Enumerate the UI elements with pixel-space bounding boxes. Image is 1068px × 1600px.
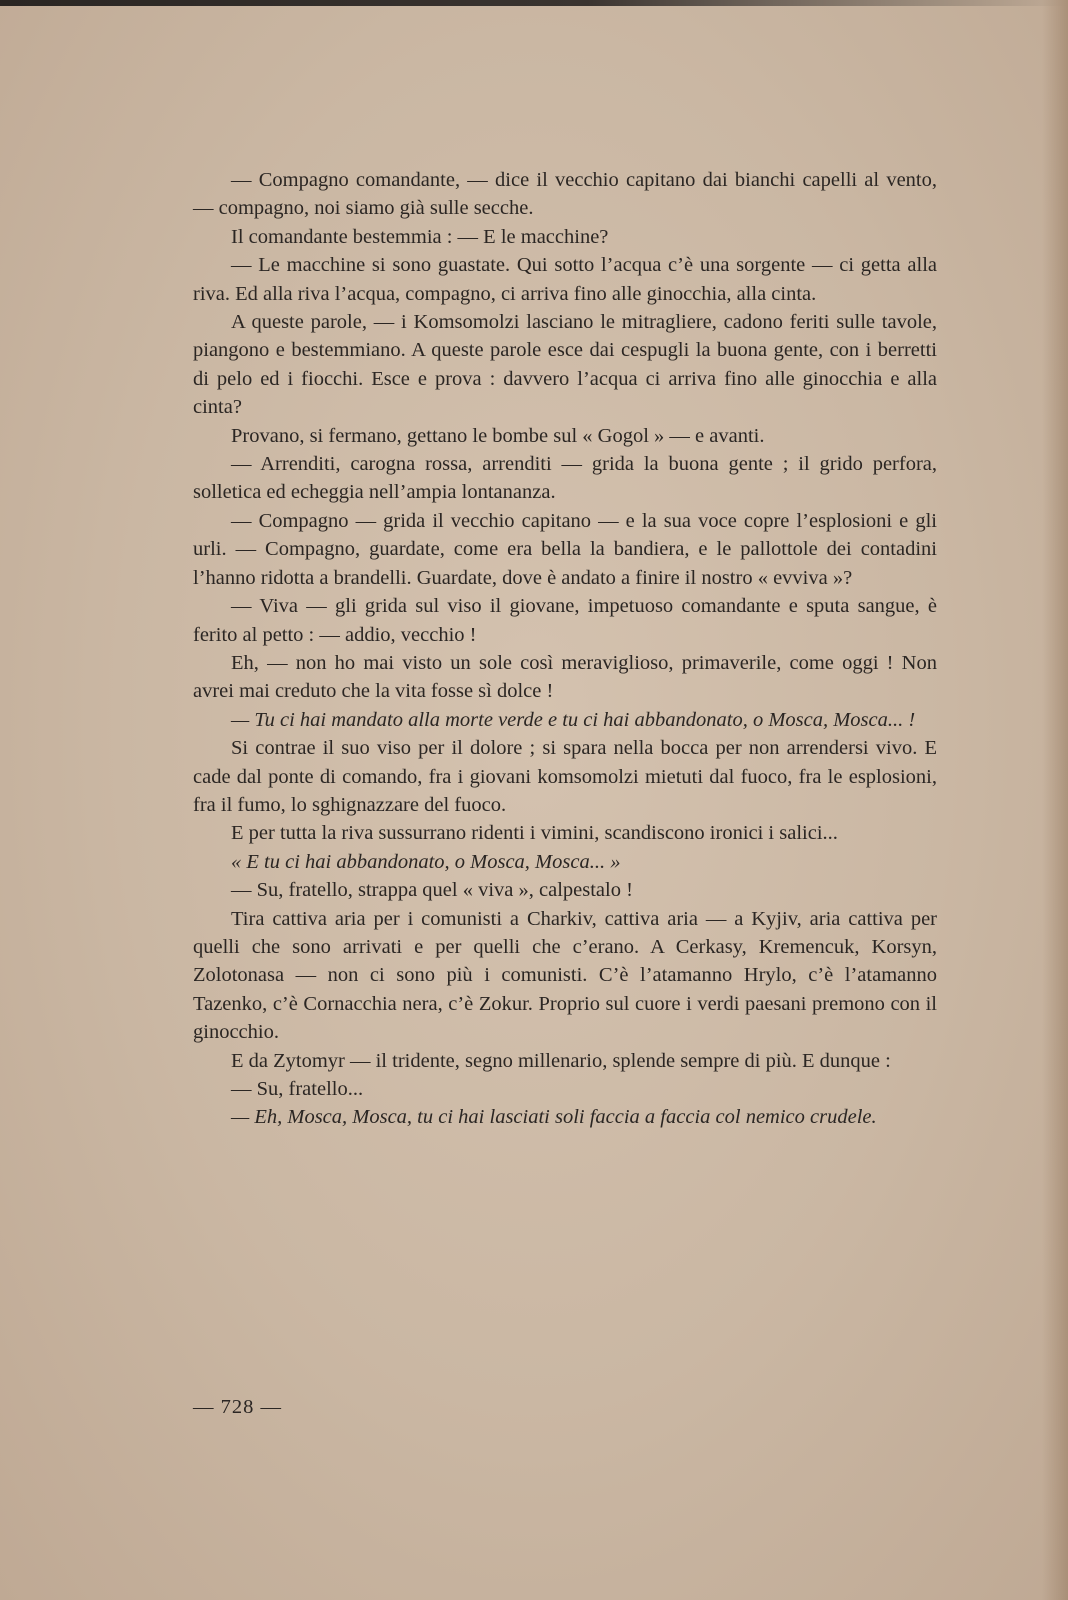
paragraph: — Su, fratello, strappa quel « viva », calpestalo ! [231,879,633,902]
paragraph: Tira cattiva aria per i comunisti a Charkiv, cattiva aria — a Kyjiv, aria cattiva per quelli che sono arrivati e per quelli che c’erano. A Cerkasy, Kremencuk, Korsyn, Zolotonasa — non ci sono più i comunisti. C’è l’atamanno Hrylo, c’è l’atamanno Tazenko, c’è Cornacchia nera, c’è Zokur. Proprio sul cuore i verdi paesani premono con il ginocchio. [193,907,937,1044]
paragraph: Provano, si fermano, gettano le bombe sul « Gogol » — e avanti. [231,424,765,447]
paragraph: — Su, fratello... [231,1078,364,1100]
paragraph-italic: — Tu ci hai mandato alla morte verde e tu ci hai abbandonato, o Mosca, Mosca... ! [231,708,916,731]
paragraph: — Arrenditi, carogna rossa, arrenditi — grida la buona gente ; il grido perfora, solletica ed echeggia nell’ampia lontananza. [193,453,937,504]
paragraph: — Le macchine si sono guastate. Qui sotto l’acqua c’è una sorgente — ci getta alla riva. Ed alla riva l’acqua, compagno, ci arriva fino alle ginocchia, alla cinta. [193,254,937,305]
paragraph: Eh, — non ho mai visto un sole così meraviglioso, primaverile, come oggi ! Non avrei mai creduto che la vita fosse sì dolce ! [193,651,937,703]
body-text [193,166,937,1132]
paragraph: E da Zytomyr — il tridente, segno millenario, splende sempre di più. E dunque : [231,1049,891,1072]
paragraph: Il comandante bestemmia : — E le macchine? [231,225,609,248]
page-top-shadow [0,0,1068,6]
page-number: — 728 — [193,1396,282,1418]
paragraph: — Compagno — grida il vecchio capitano — e la sua voce copre l’esplosioni e gli urli. — Compagno, guardate, come era bella la bandiera, e le pallottole dei contadini l’hanno ridotta a brandelli. Guardate, dove è andato a finire il nostro « evviva »? [193,509,937,589]
paragraph: Si contrae il suo viso per il dolore ; si spara nella bocca per non arrendersi vivo. E cade dal ponte di comando, fra i giovani komsomolzi mietuti dal fuoco, fra le esplosioni, fra il fumo, lo sghignazzare del fuoco. [193,737,937,816]
paragraph: E per tutta la riva sussurrano ridenti i vimini, scandiscono ironici i salici... [231,822,838,845]
paragraph-italic: « E tu ci hai abbandonato, o Mosca, Mosca... » [231,850,621,873]
paragraph: A queste parole, — i Komsomolzi lasciano le mitragliere, cadono feriti sulle tavole, piangono e bestemmiano. A queste parole esce dai cespugli la buona gente, con i berretti di pelo ed i fiocchi. Esce e prova : davvero l’acqua ci arriva fino alle ginocchia e alla cinta? [193,311,937,419]
paragraph: — Viva — gli grida sul viso il giovane, impetuoso comandante e sputa sangue, è ferito al petto : — addio, vecchio ! [193,595,937,646]
page-right-shadow [1042,0,1068,1600]
paragraph: — Compagno comandante, — dice il vecchio capitano dai bianchi capelli al vento, — compagno, noi siamo già sulle secche. [193,169,937,220]
paragraph-italic: — Eh, Mosca, Mosca, tu ci hai lasciati soli faccia a faccia col nemico crudele. [231,1106,877,1129]
